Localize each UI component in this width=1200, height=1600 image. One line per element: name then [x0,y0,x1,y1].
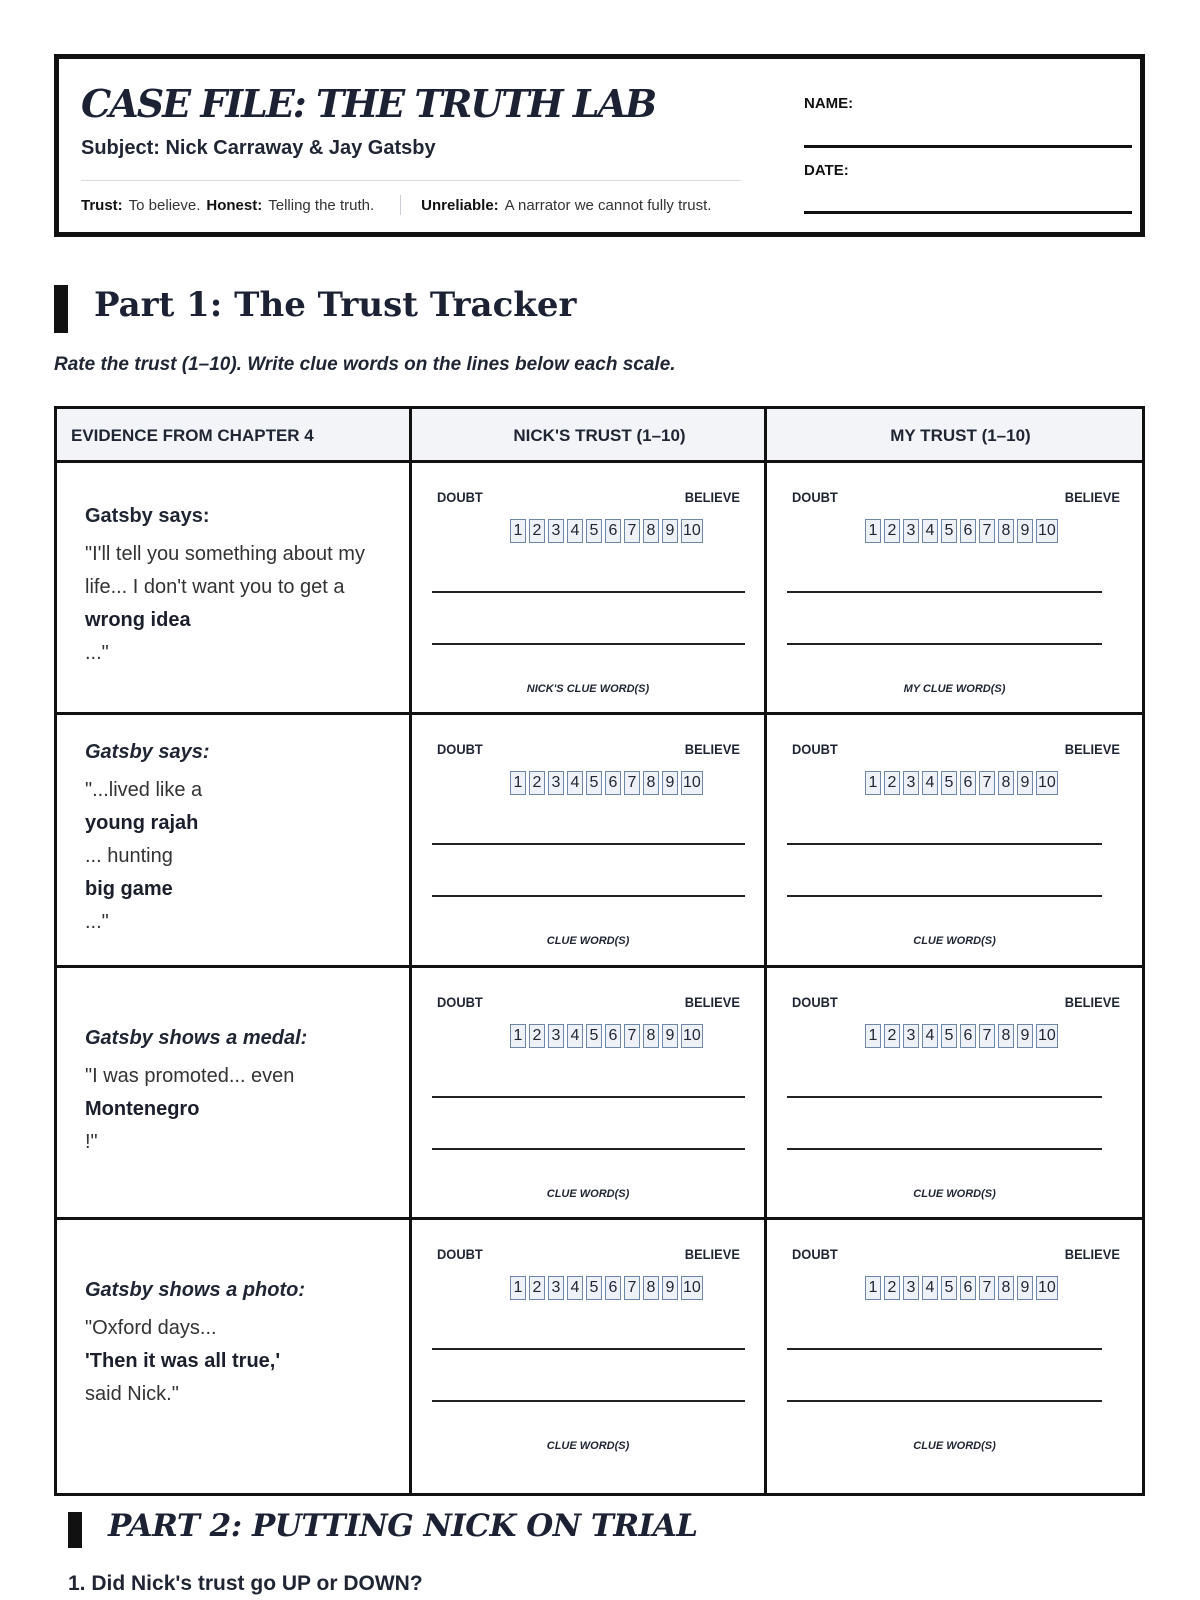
clue-write-line[interactable] [787,591,1102,593]
rating-option-2[interactable]: 2 [884,771,900,795]
clue-write-line[interactable] [432,1348,745,1350]
rating-option-10[interactable]: 10 [681,519,703,543]
definition-term: Honest: [206,196,263,214]
trust-rating-scale [865,1276,1061,1302]
rating-option-7[interactable]: 7 [624,1276,640,1300]
nick-trust-cell [412,715,764,964]
scale-label-believe: BELIEVE [1064,994,1120,1010]
clue-words-label: CLUE WORD(S) [546,935,630,947]
column-header-evidence: EVIDENCE FROM CHAPTER 4 [71,426,314,445]
clue-write-line[interactable] [432,591,745,593]
part1-title: Part 1: The Trust Tracker [94,285,577,325]
rating-option-8[interactable]: 8 [643,1024,659,1048]
rating-option-8[interactable]: 8 [998,771,1014,795]
date-field[interactable] [804,211,1132,214]
subject-line: Subject: Nick Carraway & Jay Gatsby [81,137,436,159]
rating-option-5[interactable]: 5 [586,771,602,795]
section-marker [68,1512,82,1548]
rating-option-2[interactable]: 2 [884,1276,900,1300]
date-label: DATE: [804,162,849,179]
rating-option-9[interactable]: 9 [1017,1276,1033,1300]
trust-rating-scale [865,1024,1061,1050]
part1-instructions: Rate the trust (1–10). Write clue words on the lines below each scale. [54,354,676,375]
table-row [57,1220,1142,1469]
clue-write-line[interactable] [787,1148,1102,1150]
rating-option-5[interactable]: 5 [941,519,957,543]
rating-option-6[interactable]: 6 [960,1276,976,1300]
rating-option-2[interactable]: 2 [884,519,900,543]
section-marker [54,285,68,333]
rating-option-7[interactable]: 7 [624,519,640,543]
part2-title: PART 2: PUTTING NICK ON TRIAL [108,1508,698,1544]
my-trust-cell [767,968,1142,1217]
clue-write-line[interactable] [787,895,1102,897]
rating-option-3[interactable]: 3 [548,519,564,543]
rating-option-4[interactable]: 4 [922,519,938,543]
my-trust-cell [767,715,1142,964]
quote-key-phrase: wrong idea [85,609,191,631]
clue-write-line[interactable] [432,843,745,845]
rating-option-6[interactable]: 6 [960,1024,976,1048]
rating-option-4[interactable]: 4 [922,1276,938,1300]
clue-write-line[interactable] [432,1400,745,1402]
rating-option-1[interactable]: 1 [865,771,881,795]
page-title: CASE FILE: THE TRUTH LAB [81,81,656,126]
quote-text: ..." [85,642,109,664]
quote-text: "I was promoted... even [85,1064,295,1087]
scale-label-believe: BELIEVE [684,489,740,505]
rating-option-4[interactable]: 4 [567,1024,583,1048]
quote-text: !" [85,1130,98,1153]
quote-key-phrase: 'Then it was all true,' [85,1349,281,1372]
rating-option-5[interactable]: 5 [941,1024,957,1048]
rating-option-3[interactable]: 3 [548,1276,564,1300]
rating-option-3[interactable]: 3 [903,519,919,543]
rating-option-1[interactable]: 1 [510,1024,526,1048]
rating-option-10[interactable]: 10 [681,1276,703,1300]
rating-option-6[interactable]: 6 [605,771,621,795]
rating-option-5[interactable]: 5 [586,1276,602,1300]
clue-write-line[interactable] [432,1148,745,1150]
rating-option-3[interactable]: 3 [903,771,919,795]
rating-option-8[interactable]: 8 [998,519,1014,543]
table-row [57,463,1142,712]
rating-option-8[interactable]: 8 [998,1024,1014,1048]
rating-option-9[interactable]: 9 [662,519,678,543]
clue-words-label: CLUE WORD(S) [546,1440,630,1452]
scale-label-believe: BELIEVE [1064,489,1120,505]
name-label: NAME: [804,95,854,112]
scale-label-doubt: DOUBT [792,741,838,757]
rating-option-4[interactable]: 4 [922,1024,938,1048]
scale-label-believe: BELIEVE [1064,1246,1120,1262]
rating-option-10[interactable]: 10 [681,1024,703,1048]
rating-option-7[interactable]: 7 [979,1276,995,1300]
table-header [57,409,1142,463]
scale-label-doubt: DOUBT [792,1246,838,1262]
rating-option-8[interactable]: 8 [643,1276,659,1300]
header-divider [81,180,741,181]
scale-label-believe: BELIEVE [1064,741,1120,757]
trust-rating-scale [510,771,706,797]
definition-term: Unreliable: [421,196,499,214]
table-row [57,715,1142,964]
rating-option-4[interactable]: 4 [922,771,938,795]
definition-text: Telling the truth. [268,196,375,214]
quote-text: "I'll tell you something about my [85,543,365,565]
rating-option-9[interactable]: 9 [1017,771,1033,795]
rating-option-8[interactable]: 8 [998,1276,1014,1300]
definitions [81,195,711,215]
trust-tracker-table [54,406,1145,1496]
rating-option-9[interactable]: 9 [1017,1024,1033,1048]
my-trust-cell [767,463,1142,712]
rating-option-2[interactable]: 2 [529,1024,545,1048]
clue-words-label: MY CLUE WORD(S) [903,683,1006,695]
quote-text: "Oxford days... [85,1316,217,1339]
rating-option-1[interactable]: 1 [865,1276,881,1300]
clue-words-label: CLUE WORD(S) [913,1188,996,1200]
clue-write-line[interactable] [787,643,1102,645]
rating-option-1[interactable]: 1 [865,1024,881,1048]
trust-rating-scale [510,1276,706,1302]
rating-option-2[interactable]: 2 [529,1276,545,1300]
trust-rating-scale [865,519,1061,545]
rating-option-7[interactable]: 7 [624,1024,640,1048]
question-1: 1. Did Nick's trust go UP or DOWN? [68,1572,423,1595]
my-trust-cell [767,1220,1142,1469]
rating-option-3[interactable]: 3 [903,1276,919,1300]
quote-text: ..." [85,910,109,933]
rating-option-3[interactable]: 3 [903,1024,919,1048]
rating-option-2[interactable]: 2 [884,1024,900,1048]
rating-option-1[interactable]: 1 [510,519,526,543]
scale-label-doubt: DOUBT [792,489,838,505]
rating-option-8[interactable]: 8 [643,519,659,543]
rating-option-7[interactable]: 7 [979,771,995,795]
quote-text: "...lived like a [85,778,203,801]
rating-option-10[interactable]: 10 [1036,1276,1058,1300]
rating-option-9[interactable]: 9 [662,1276,678,1300]
quote-key-phrase: young rajah [85,811,199,834]
rating-option-2[interactable]: 2 [529,519,545,543]
scale-label-believe: BELIEVE [684,741,740,757]
trust-rating-scale [865,771,1061,797]
rating-option-6[interactable]: 6 [605,1276,621,1300]
scale-label-believe: BELIEVE [684,1246,740,1262]
rating-option-4[interactable]: 4 [567,519,583,543]
trust-rating-scale [510,519,706,545]
evidence-cell [57,1220,420,1469]
clue-write-line[interactable] [787,1096,1102,1098]
rating-option-10[interactable]: 10 [681,771,703,795]
definitions-separator [400,195,401,215]
rating-option-6[interactable]: 6 [605,519,621,543]
clue-write-line[interactable] [432,895,745,897]
rating-option-9[interactable]: 9 [1017,519,1033,543]
clue-words-label: CLUE WORD(S) [913,1440,996,1452]
column-header-nick-trust: NICK'S TRUST (1–10) [513,426,686,445]
quote-text: ... hunting [85,844,173,867]
definition-text: To believe. [128,196,201,214]
rating-option-1[interactable]: 1 [510,1276,526,1300]
rating-option-4[interactable]: 4 [567,1276,583,1300]
nick-trust-cell [412,968,764,1217]
scale-label-doubt: DOUBT [437,489,483,505]
quote-text: said Nick." [85,1382,179,1405]
evidence-cell [57,968,420,1217]
clue-write-line[interactable] [432,643,745,645]
rating-option-9[interactable]: 9 [662,1024,678,1048]
rating-option-7[interactable]: 7 [624,771,640,795]
rating-option-4[interactable]: 4 [567,771,583,795]
table-row [57,968,1142,1217]
nick-trust-cell [412,1220,764,1469]
rating-option-10[interactable]: 10 [1036,1024,1058,1048]
rating-option-3[interactable]: 3 [548,771,564,795]
quote-text: life... I don't want you to get a [85,576,345,598]
rating-option-6[interactable]: 6 [605,1024,621,1048]
clue-write-line[interactable] [787,843,1102,845]
rating-option-10[interactable]: 10 [1036,771,1058,795]
rating-option-5[interactable]: 5 [941,771,957,795]
evidence-heading: Gatsby says: [85,740,210,763]
evidence-heading: Gatsby says: [85,505,210,527]
rating-option-6[interactable]: 6 [960,519,976,543]
definition-term: Trust: [81,196,123,214]
clue-write-line[interactable] [787,1400,1102,1402]
rating-option-9[interactable]: 9 [662,771,678,795]
scale-label-doubt: DOUBT [792,994,838,1010]
rating-option-5[interactable]: 5 [941,1276,957,1300]
nick-trust-cell [412,463,764,712]
name-field[interactable] [804,145,1132,148]
clue-words-label: CLUE WORD(S) [913,935,996,947]
quote-key-phrase: Montenegro [85,1097,200,1120]
rating-option-7[interactable]: 7 [979,519,995,543]
rating-option-1[interactable]: 1 [865,519,881,543]
evidence-cell [57,463,420,712]
clue-words-label: CLUE WORD(S) [546,1188,630,1200]
evidence-heading: Gatsby shows a medal: [85,1026,308,1049]
rating-option-5[interactable]: 5 [586,519,602,543]
case-file-header [54,54,1145,237]
definition-text: A narrator we cannot fully trust. [504,196,712,214]
evidence-cell [57,715,420,964]
clue-write-line[interactable] [432,1096,745,1098]
rating-option-7[interactable]: 7 [979,1024,995,1048]
scale-label-doubt: DOUBT [437,994,483,1010]
rating-option-3[interactable]: 3 [548,1024,564,1048]
scale-label-doubt: DOUBT [437,741,483,757]
scale-label-believe: BELIEVE [684,994,740,1010]
rating-option-5[interactable]: 5 [586,1024,602,1048]
column-header-my-trust: MY TRUST (1–10) [890,426,1031,445]
rating-option-8[interactable]: 8 [643,771,659,795]
evidence-heading: Gatsby shows a photo: [85,1278,306,1301]
rating-option-2[interactable]: 2 [529,771,545,795]
scale-label-doubt: DOUBT [437,1246,483,1262]
quote-key-phrase: big game [85,877,173,900]
rating-option-1[interactable]: 1 [510,771,526,795]
rating-option-10[interactable]: 10 [1036,519,1058,543]
clue-words-label: NICK'S CLUE WORD(S) [526,683,650,695]
clue-write-line[interactable] [787,1348,1102,1350]
rating-option-6[interactable]: 6 [960,771,976,795]
trust-rating-scale [510,1024,706,1050]
